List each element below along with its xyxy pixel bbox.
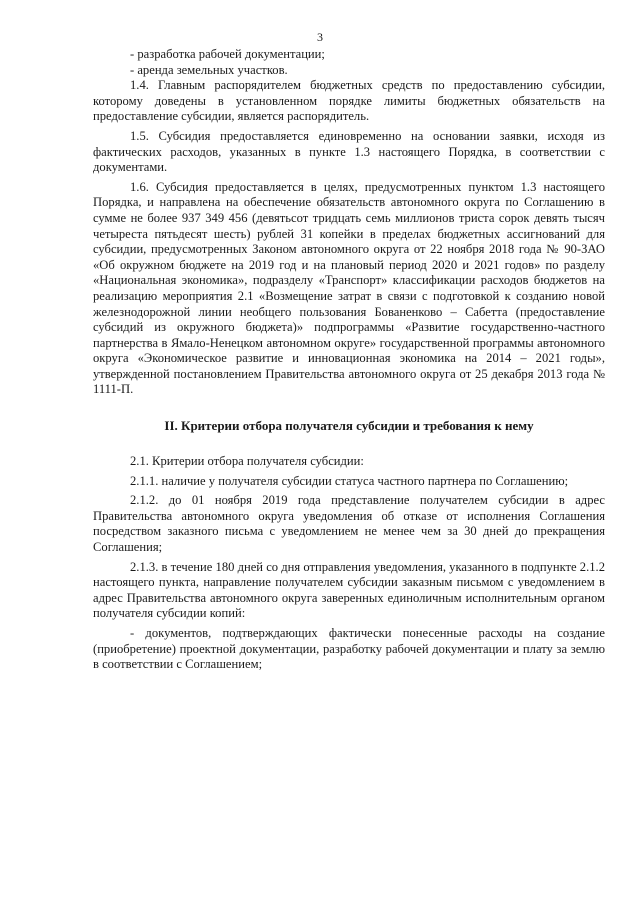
paragraph-1-5: 1.5. Субсидия предоставляется единовременно на основании заявки, исходя из фактических расходов, указанных в пункте 1.3 настоящего Порядка, в соответствии с документами.: [93, 128, 605, 175]
section-heading: II. Критерии отбора получателя субсидии и требования к нему: [164, 418, 534, 434]
paragraph-bullet-land-lease: - аренда земельных участков.: [130, 62, 288, 77]
document-body: [93, 47, 605, 673]
paragraph-2-1-2: 2.1.2. до 01 ноября 2019 года представление получателем субсидии в адрес Правительства автономного округа уведомления об отказе от исполнения Соглашения посредством заказного письма с уведомлением не менее чем за 30 дней до прекращения Соглашения;: [93, 493, 605, 555]
paragraph-bullet-work-docs: - разработка рабочей документации;: [130, 47, 325, 61]
paragraph-2-1: 2.1. Критерии отбора получателя субсидии:: [130, 454, 364, 469]
paragraph-bullet-documents: - документов, подтверждающих фактически понесенные расходы на создание (приобретение) проектной документации, разработку рабочей документации и плату за землю в соответствии с Соглашением;: [93, 626, 605, 672]
paragraph-1-6: 1.6. Субсидия предоставляется в целях, предусмотренных пунктом 1.3 настоящего Порядка, и направлена на обеспечение обязательств автономного округа по Соглашению в сумме не более 937 349 456 (девятьсот тридцать семь миллионов триста сорок девять тысяч четыреста пятьдесят шесть) рублей 31 копейки в пределах бюджетных ассигнований для субсидии, предусмотренных Законом автономного округа от 22 ноября 2018 года № 90-ЗАО «Об окружном бюджете на 2019 год и на плановый период 2020 и 2021 годов» по разделу «Национальная экономика», подразделу «Транспорт» классификации расходов бюджетов на реализацию мероприятия 2.1 «Возмещение затрат в связи с подготовкой к созданию новой железнодорожной линии необщего пользования Бованенково – Сабетта (предоставление субсидий из окружного бюджета)» подпрограммы «Развитие государственно-частного партнерства в Ямало-Ненецком автономном округе» государственной программы автономного округа «Экономическое развитие и инновационная экономика на 2014 – 2021 годы», утвержденной постановлением Правительства автономного округа от 25 декабря 2013 года № 1111-П.: [93, 179, 605, 397]
paragraph-2-1-3: 2.1.3. в течение 180 дней со дня отправления уведомления, указанного в подпункте 2.1.2 настоящего пункта, направление получателем субсидии заказным письмом с уведомлением в адрес Правительства автономного округа заверенных единоличным исполнительным органом получателя субсидии копий:: [93, 559, 605, 621]
paragraph-1-4: 1.4. Главным распорядителем бюджетных средств по предоставлению субсидии, которому доведены в установленном порядке лимиты бюджетных обязательств на предоставление субсидии, является распорядитель.: [93, 78, 605, 124]
page-number: 3: [317, 30, 323, 44]
paragraph-2-1-1: 2.1.1. наличие у получателя субсидии статуса частного партнера по Соглашению;: [130, 473, 569, 488]
